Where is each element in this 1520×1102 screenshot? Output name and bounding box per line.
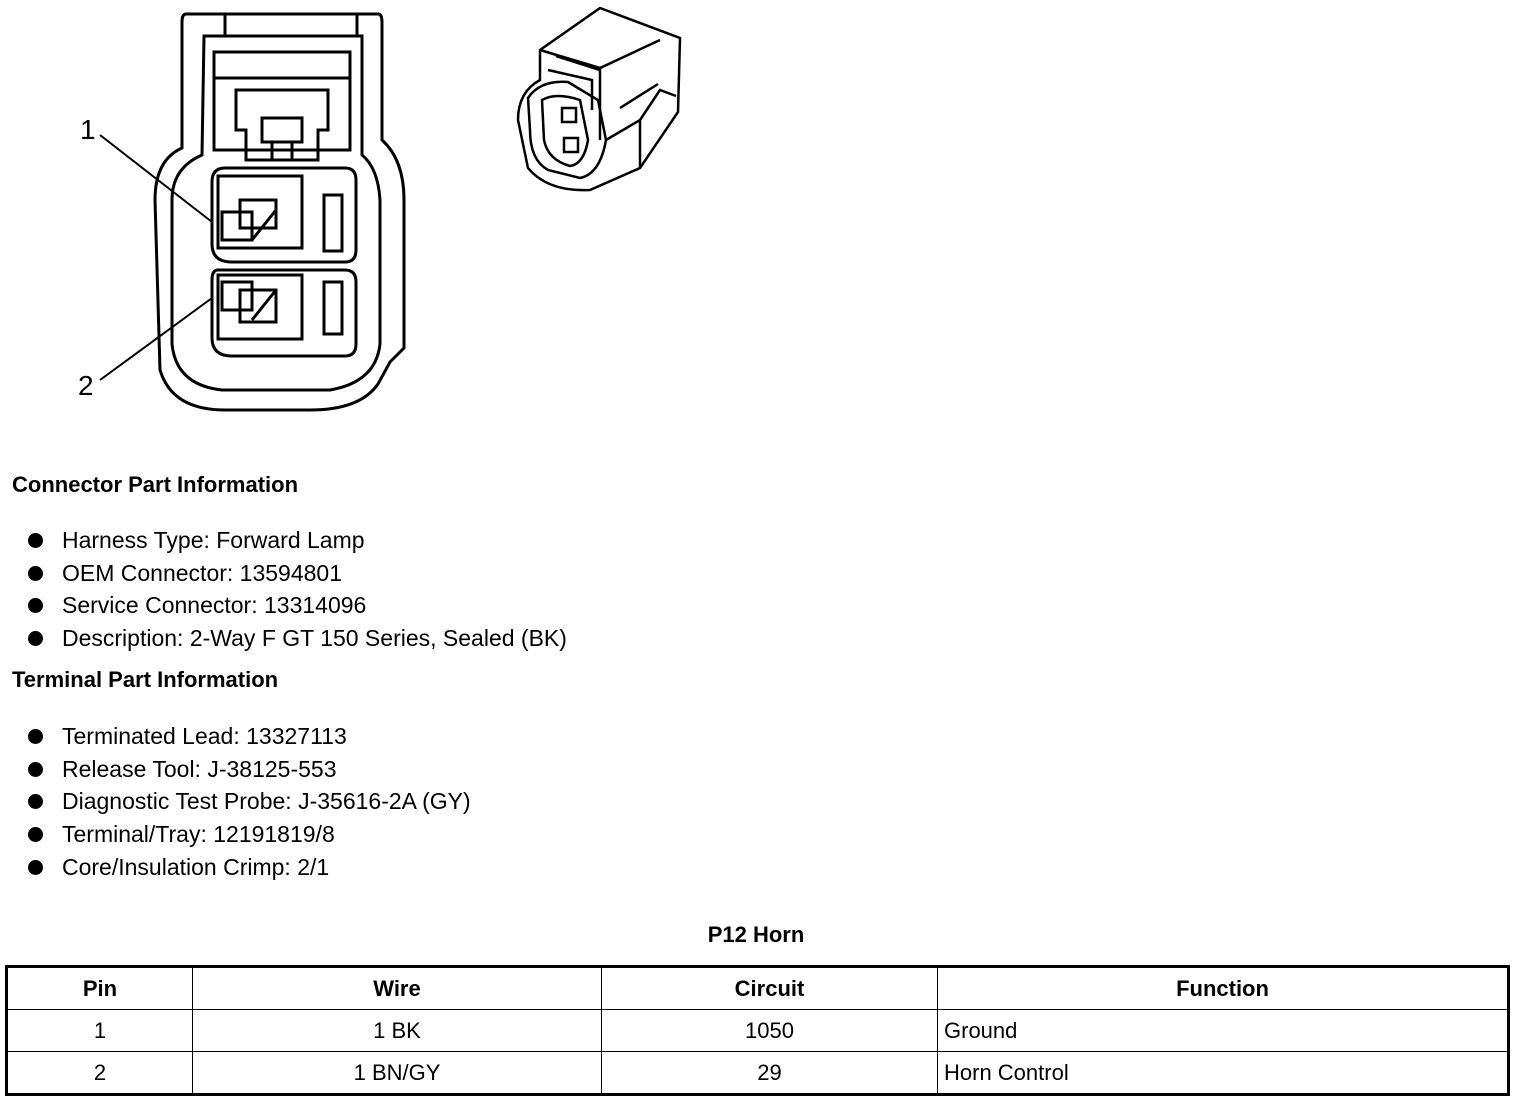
list-item: OEM Connector: 13594801 xyxy=(28,557,567,590)
column-header-circuit: Circuit xyxy=(602,967,938,1010)
connector-outer-housing xyxy=(155,14,404,410)
callout-1-label: 1 xyxy=(80,114,96,145)
pin-table xyxy=(5,965,1510,1096)
list-item: Core/Insulation Crimp: 2/1 xyxy=(28,851,471,884)
connector-info-heading: Connector Part Information xyxy=(12,472,299,497)
terminal-info-heading: Terminal Part Information xyxy=(12,667,279,692)
column-header-pin: Pin xyxy=(7,967,193,1010)
table-row xyxy=(7,1010,1509,1052)
wire-cell: 1 BN/GY xyxy=(193,1052,602,1095)
table-header-row xyxy=(7,967,1509,1010)
wire-cell: 1 BK xyxy=(193,1010,602,1052)
bullet-icon xyxy=(28,533,43,548)
bullet-icon xyxy=(28,729,43,744)
list-item: Terminal/Tray: 12191819/8 xyxy=(28,818,471,851)
column-header-wire: Wire xyxy=(193,967,602,1010)
connector-info-list xyxy=(28,524,567,655)
function-cell: Horn Control xyxy=(938,1052,1509,1095)
list-item: Description: 2-Way F GT 150 Series, Sealed (BK) xyxy=(28,622,567,655)
function-cell: Ground xyxy=(938,1010,1509,1052)
pin-cell: 1 xyxy=(7,1010,193,1052)
table-row xyxy=(7,1052,1509,1095)
bullet-icon xyxy=(28,598,43,613)
list-item: Terminated Lead: 13327113 xyxy=(28,720,471,753)
list-item: Diagnostic Test Probe: J-35616-2A (GY) xyxy=(28,785,471,818)
column-header-function: Function xyxy=(938,967,1509,1010)
callout-2-leader xyxy=(100,298,212,380)
circuit-cell: 1050 xyxy=(602,1010,938,1052)
bullet-icon xyxy=(28,762,43,777)
list-item: Harness Type: Forward Lamp xyxy=(28,524,567,557)
connector-face-diagram xyxy=(0,0,700,440)
list-item: Service Connector: 13314096 xyxy=(28,589,567,622)
circuit-cell: 29 xyxy=(602,1052,938,1095)
bullet-icon xyxy=(28,631,43,646)
terminal-info-list xyxy=(28,720,471,883)
list-item: Release Tool: J-38125-553 xyxy=(28,753,471,786)
bullet-icon xyxy=(28,566,43,581)
callout-2-label: 2 xyxy=(78,370,94,401)
connector-isometric-view xyxy=(518,8,680,190)
bullet-icon xyxy=(28,860,43,875)
pin-cell: 2 xyxy=(7,1052,193,1095)
bullet-icon xyxy=(28,827,43,842)
latch-opening xyxy=(225,14,357,36)
bullet-icon xyxy=(28,794,43,809)
pin-table-title: P12 Horn xyxy=(707,922,805,947)
